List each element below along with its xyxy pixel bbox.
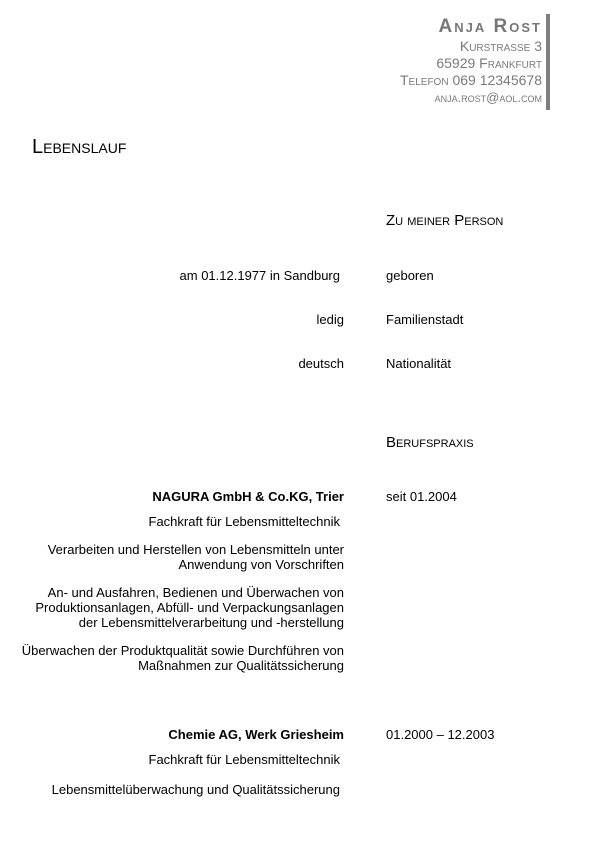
job-task: Überwachen der Produktqualität sowie Durchführen von Maßnahmen zur Qualitätssicherung: [21, 643, 344, 673]
section-heading-personal: Zu meiner Person: [386, 212, 504, 229]
job-position: Fachkraft für Lebensmitteltechnik: [148, 752, 340, 767]
contact-city: 65929 Frankfurt: [436, 55, 542, 71]
contact-header: [400, 16, 542, 106]
contact-street: Kurstrasse 3: [459, 38, 542, 54]
section-heading-experience: Berufspraxis: [386, 434, 474, 451]
personal-label-marital: Familienstadt: [386, 312, 464, 327]
personal-value-birth: am 01.12.1977 in Sandburg: [179, 268, 340, 283]
job-position: Fachkraft für Lebensmitteltechnik: [148, 514, 340, 529]
job-date: 01.2000 – 12.2003: [386, 727, 495, 742]
job-entry: [22, 489, 344, 686]
personal-label-nationality: Nationalität: [386, 356, 452, 371]
personal-value-nationality: deutsch: [298, 356, 344, 371]
job-task: An- und Ausfahren, Bedienen und Überwachen von Produktionsanlagen, Abfüll- und Verpackungsanlagen der Lebensmittelverarbeitung und -herstellung: [35, 585, 344, 630]
contact-email: anja.rost@aol.com: [434, 90, 542, 105]
contact-phone: Telefon 069 12345678: [400, 72, 542, 88]
header-divider-bar: [546, 14, 550, 110]
job-task: Lebensmittelüberwachung und Qualitätssicherung: [51, 782, 340, 797]
job-date: seit 01.2004: [386, 489, 457, 504]
personal-label-birth: geboren: [386, 268, 434, 283]
contact-name: Anja Rost: [438, 16, 542, 37]
job-task: Verarbeiten und Herstellen von Lebensmitteln unter Anwendung von Vorschriften: [47, 542, 344, 572]
job-employer: Chemie AG, Werk Griesheim: [168, 727, 344, 742]
document-title: Lebenslauf: [32, 136, 127, 158]
job-entry: [52, 727, 344, 810]
job-employer: NAGURA GmbH & Co.KG, Trier: [152, 489, 344, 504]
personal-value-marital: ledig: [316, 312, 344, 327]
